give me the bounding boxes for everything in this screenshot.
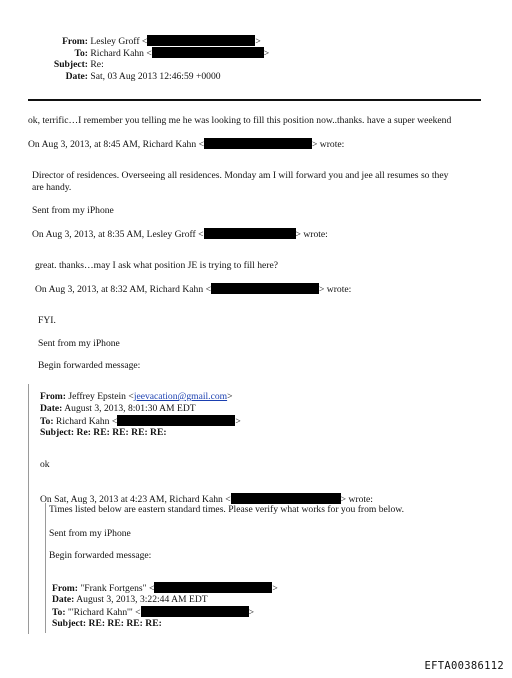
header-subject-value: Re: (90, 59, 104, 70)
fwd1-body: ok (40, 459, 50, 470)
message-body-2-line1: Director of residences. Overseeing all residences. Monday am I will forward you and jee all resumes so they (32, 170, 449, 181)
redaction-box (154, 582, 272, 593)
redaction-box (211, 283, 319, 294)
quote-bar-outer (28, 384, 29, 634)
header-divider (28, 99, 481, 101)
header-from-row: From: Lesley Groff < > (28, 35, 261, 48)
signature-iphone-3: Sent from my iPhone (49, 528, 131, 539)
fwd1-date-row: Date: August 3, 2013, 8:01:30 AM EDT (40, 403, 196, 414)
fwd2-to-row: To: "'Richard Kahn'" < > (52, 607, 255, 618)
fwd1-from-row: From: Jeffrey Epstein <jeevacation@gmail.com> (40, 391, 233, 402)
message-body-4-fyi: FYI. (38, 315, 56, 326)
fwd1-subject-row: Subject: Re: RE: RE: RE: RE: (40, 427, 167, 438)
redaction-box (204, 138, 312, 149)
header-date-label: Date: (65, 71, 88, 82)
fwd1-to-row: To: Richard Kahn < > (40, 416, 241, 427)
fwd1-times-line: Times listed below are eastern standard times. Please verify what works for you from below. (49, 504, 404, 515)
header-date-row (28, 71, 221, 83)
header-subject-label: Subject: (53, 59, 88, 70)
bates-number: EFTA00386112 (424, 660, 504, 672)
redaction-box (147, 35, 255, 46)
quote-bar-inner (45, 503, 46, 633)
fwd2-from-row: From: "Frank Fortgens" < > (52, 583, 278, 594)
fwd1-attribution: On Sat, Aug 3, 2013 at 4:23 AM, Richard Kahn < > wrote: (40, 494, 373, 505)
begin-forwarded-2: Begin forwarded message: (49, 550, 152, 561)
redaction-box (117, 415, 235, 426)
header-date-value: Sat, 03 Aug 2013 12:46:59 +0000 (90, 71, 221, 82)
quote-attribution-1: On Aug 3, 2013, at 8:45 AM, Richard Kahn < > wrote: (28, 139, 345, 150)
redaction-box (141, 606, 249, 617)
header-subject-row (28, 59, 104, 71)
redaction-box (231, 493, 341, 504)
header-from-label: From: (62, 36, 88, 47)
message-body-2-line2: are handy. (32, 182, 72, 193)
fwd1-email-link[interactable]: jeevacation@gmail.com (133, 391, 228, 402)
header-to-label: To: (74, 48, 88, 59)
begin-forwarded-1: Begin forwarded message: (38, 360, 141, 371)
header-to-name: Richard Kahn (90, 48, 144, 59)
quote-attribution-2: On Aug 3, 2013, at 8:35 AM, Lesley Groff < > wrote: (32, 229, 328, 240)
fwd2-subject-row: Subject: RE: RE: RE: RE: (52, 618, 162, 629)
fwd2-date-row: Date: August 3, 2013, 3:22:44 AM EDT (52, 594, 208, 605)
message-body-3: great. thanks…may I ask what position JE is trying to fill here? (35, 260, 278, 271)
signature-iphone-1: Sent from my iPhone (32, 205, 114, 216)
header-to-row: To: Richard Kahn < > (28, 47, 269, 60)
redaction-box (152, 47, 264, 58)
header-from-name: Lesley Groff (90, 36, 140, 47)
signature-iphone-2: Sent from my iPhone (38, 338, 120, 349)
quote-attribution-3: On Aug 3, 2013, at 8:32 AM, Richard Kahn < > wrote: (35, 284, 352, 295)
redaction-box (204, 228, 296, 239)
message-body-1: ok, terrific…I remember you telling me he was looking to fill this position now..thanks. have a super weekend (28, 115, 452, 126)
